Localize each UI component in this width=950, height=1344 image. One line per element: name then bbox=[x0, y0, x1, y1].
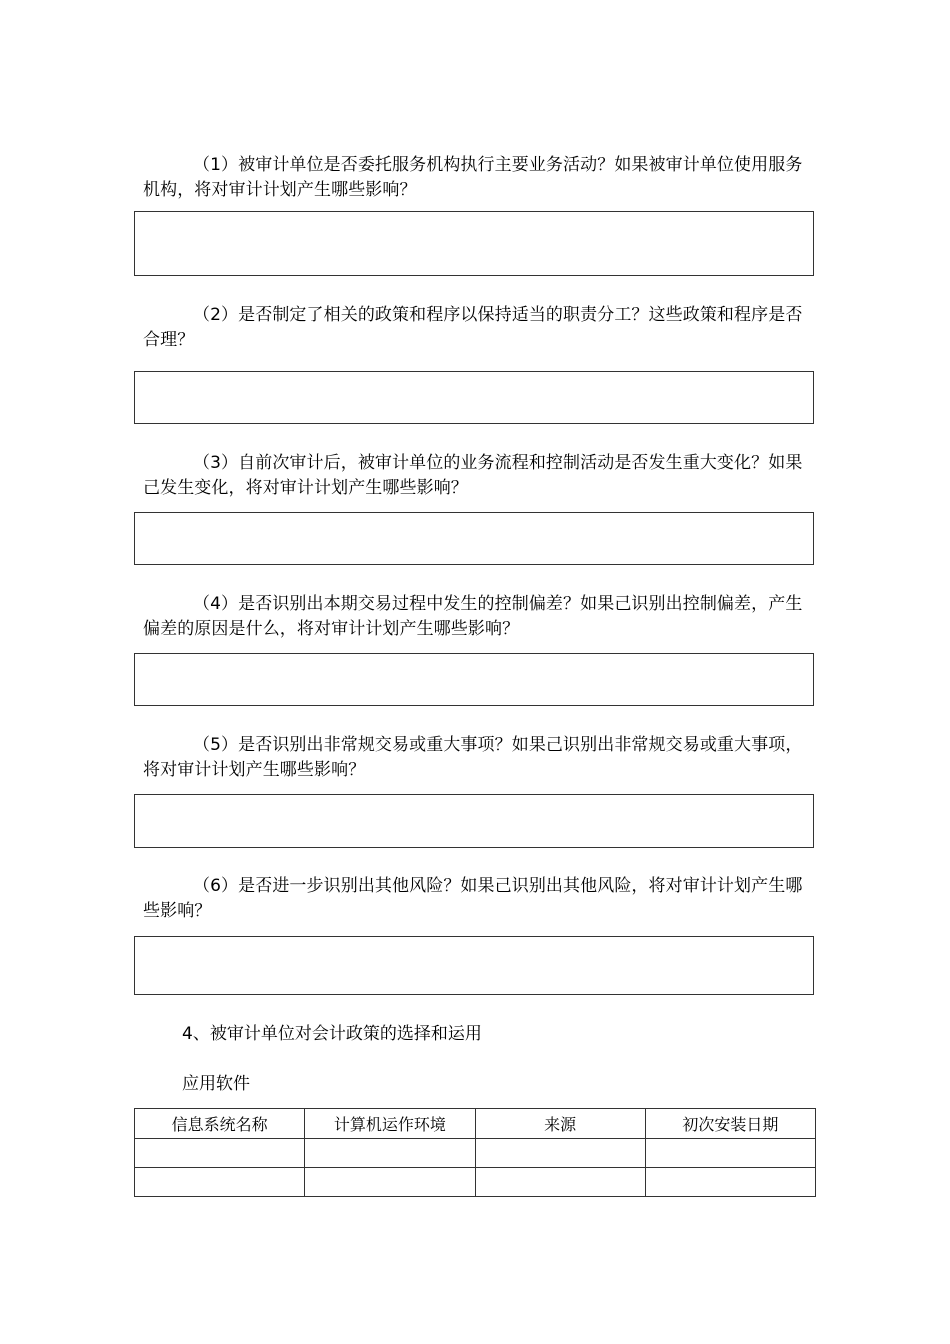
question-3: （3）自前次审计后，被审计单位的业务流程和控制活动是否发生重大变化？如果己发生变化，将对审计计划产生哪些影响？ bbox=[143, 453, 803, 498]
table-cell[interactable] bbox=[305, 1139, 475, 1168]
table-cell[interactable] bbox=[305, 1168, 475, 1197]
question-6: （6）是否进一步识别出其他风险？如果己识别出其他风险，将对审计计划产生哪些影响？ bbox=[143, 876, 803, 921]
answer-box-4[interactable] bbox=[134, 653, 814, 706]
answer-box-2[interactable] bbox=[134, 371, 814, 424]
question-5: （5）是否识别出非常规交易或重大事项？如果己识别出非常规交易或重大事项，将对审计计划产生哪些影响？ bbox=[143, 735, 803, 780]
header-environment: 计算机运作环境 bbox=[305, 1109, 475, 1139]
table-row bbox=[135, 1139, 816, 1168]
question-4: （4）是否识别出本期交易过程中发生的控制偏差？如果己识别出控制偏差，产生偏差的原因是什么，将对审计计划产生哪些影响？ bbox=[143, 594, 803, 639]
header-install-date: 初次安装日期 bbox=[645, 1109, 815, 1139]
answer-box-5[interactable] bbox=[134, 794, 814, 848]
table-header-row bbox=[135, 1109, 816, 1139]
header-system-name: 信息系统名称 bbox=[135, 1109, 305, 1139]
table-cell[interactable] bbox=[135, 1139, 305, 1168]
answer-box-1[interactable] bbox=[134, 211, 814, 276]
table-cell[interactable] bbox=[475, 1168, 645, 1197]
table-cell[interactable] bbox=[645, 1168, 815, 1197]
software-label: 应用软件 bbox=[182, 1074, 250, 1094]
answer-box-6[interactable] bbox=[134, 936, 814, 995]
table-cell[interactable] bbox=[645, 1139, 815, 1168]
section-4-title: 4、被审计单位对会计政策的选择和运用 bbox=[182, 1024, 482, 1044]
question-2: （2）是否制定了相关的政策和程序以保持适当的职责分工？这些政策和程序是否合理？ bbox=[143, 305, 803, 350]
table-cell[interactable] bbox=[135, 1168, 305, 1197]
question-1: （1）被审计单位是否委托服务机构执行主要业务活动？如果被审计单位使用服务机构，将对审计计划产生哪些影响？ bbox=[143, 155, 803, 200]
software-table bbox=[134, 1108, 816, 1197]
table-row bbox=[135, 1168, 816, 1197]
table-cell[interactable] bbox=[475, 1139, 645, 1168]
header-source: 来源 bbox=[475, 1109, 645, 1139]
answer-box-3[interactable] bbox=[134, 512, 814, 565]
